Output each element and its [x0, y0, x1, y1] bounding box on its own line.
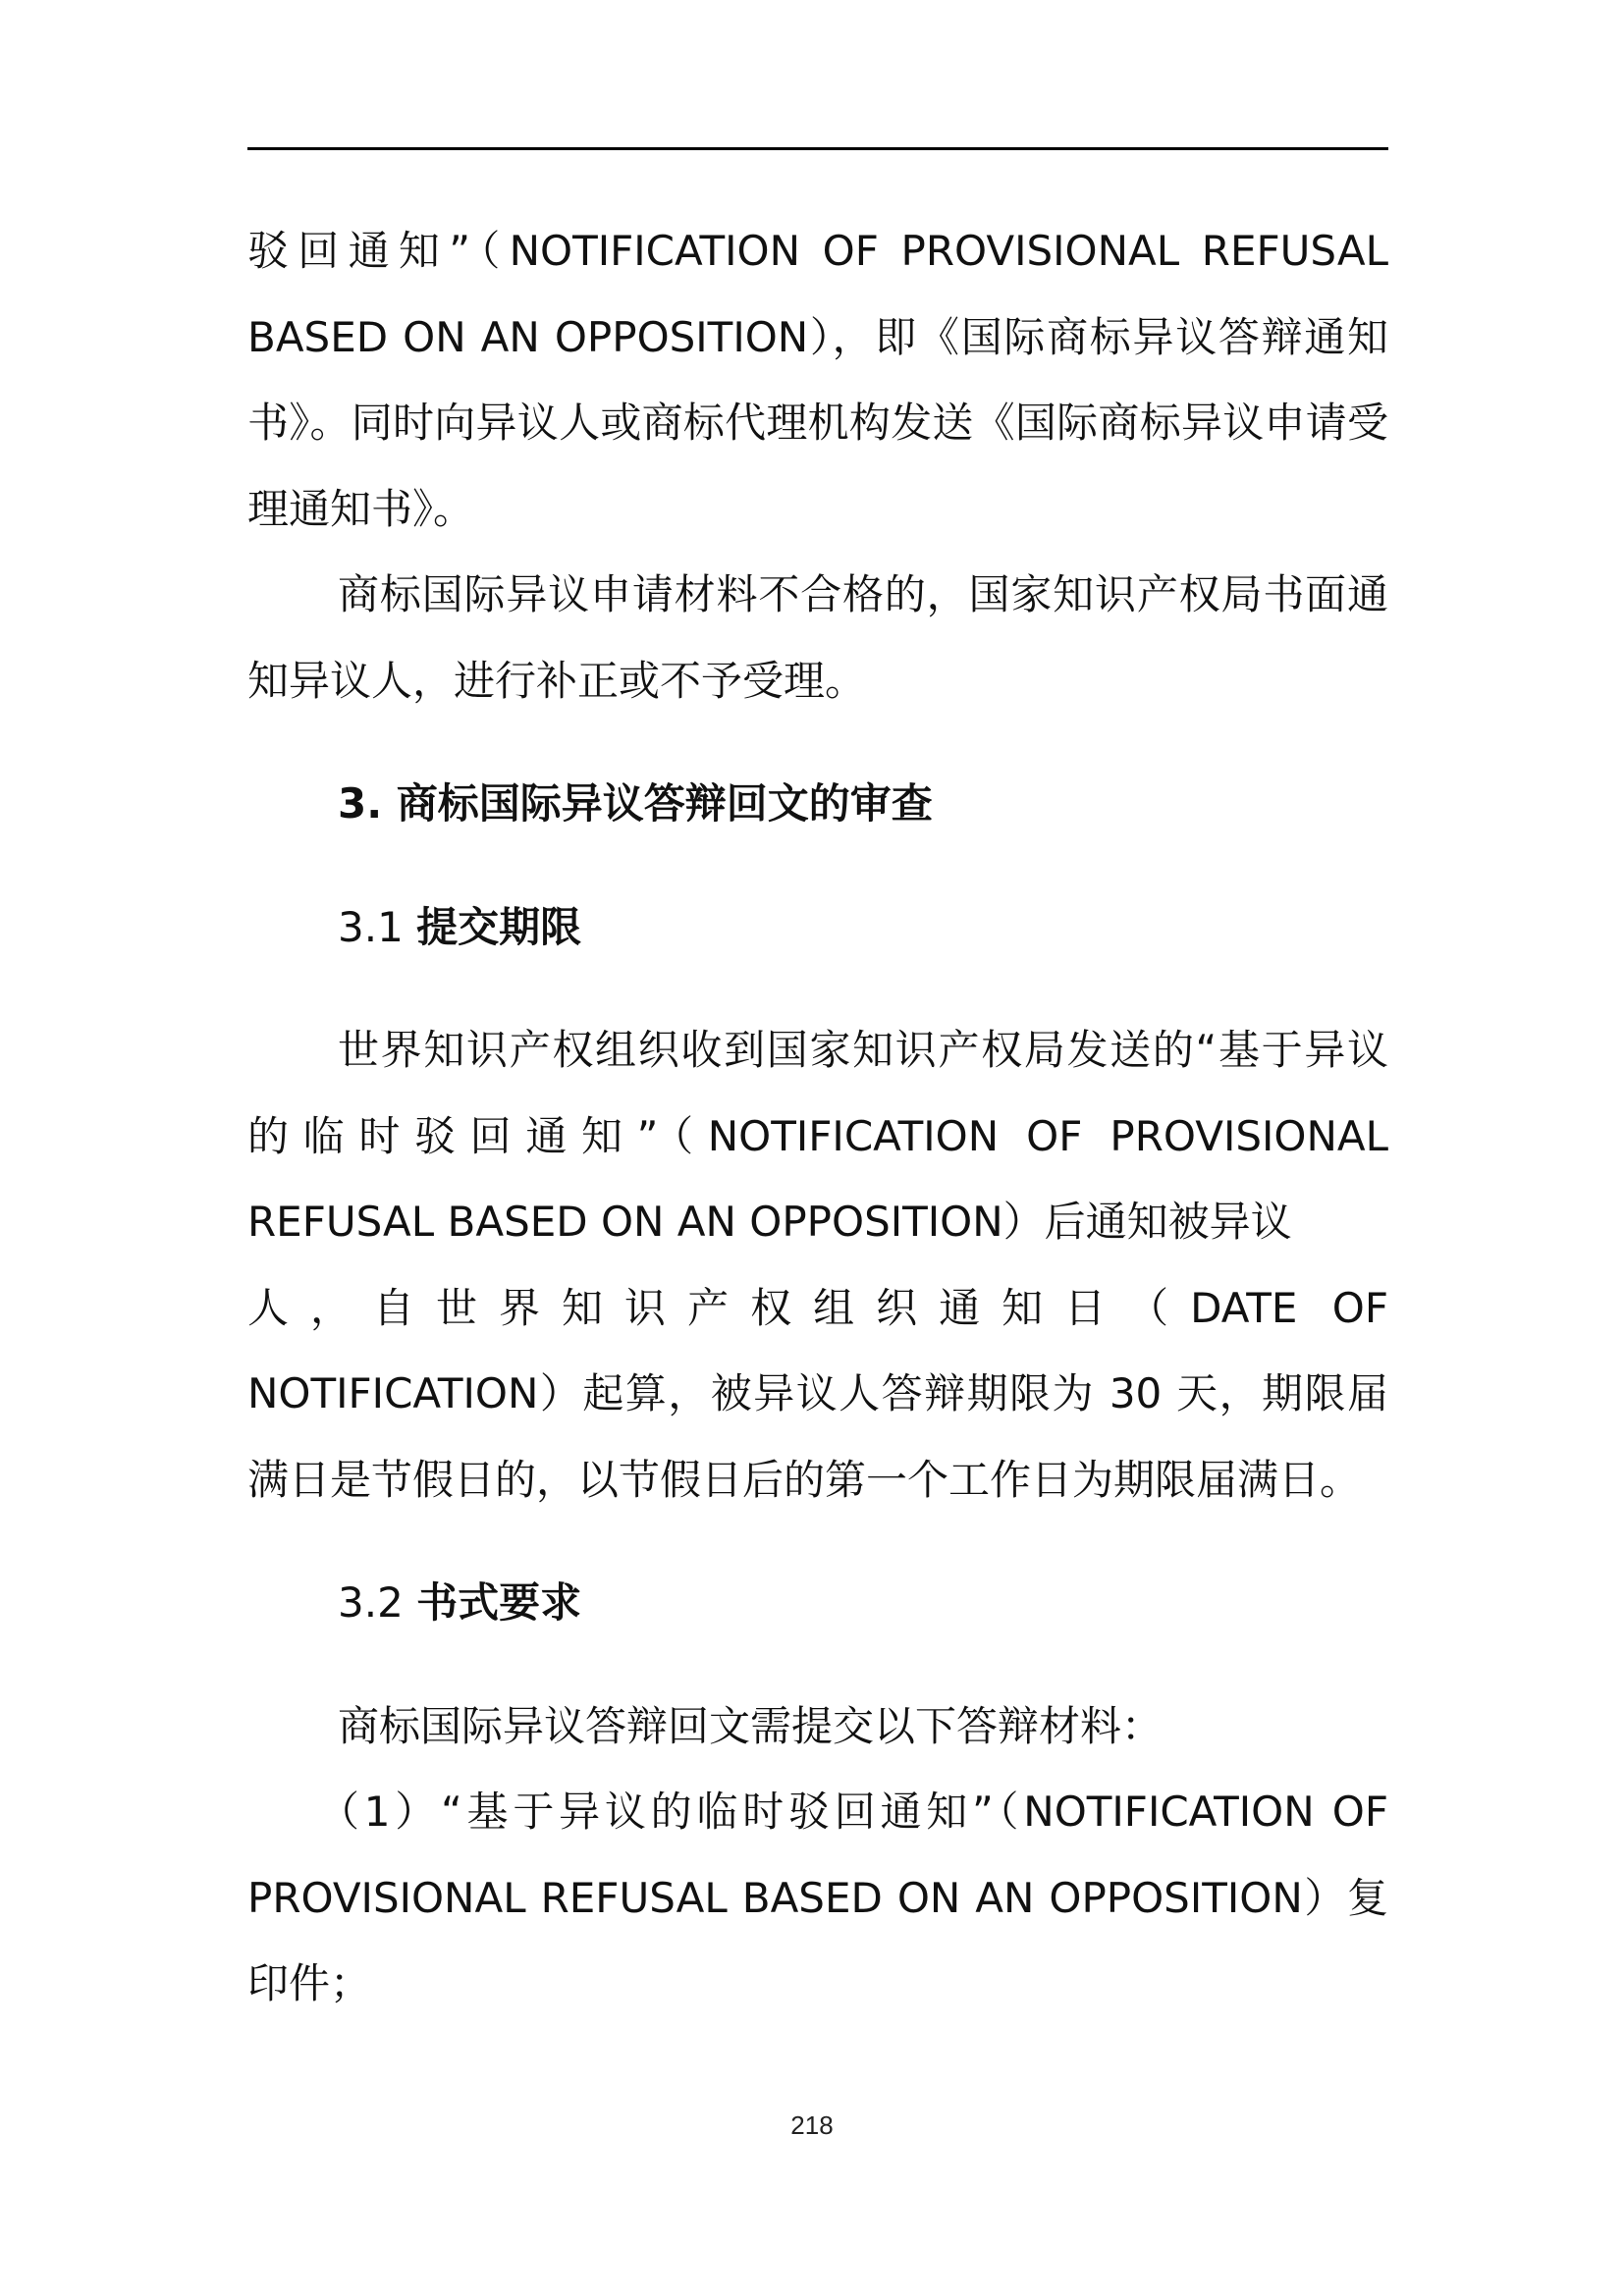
paragraph-deadline-part3: NOTIFICATION）起算，被异议人答辩期限为 30 天，期限届满日是节假日的，以节假日后的第一个工作日为期限届满日。: [247, 1369, 1388, 1504]
paragraph-materials-intro: 商标国际异议答辩回文需提交以下答辩材料：: [338, 1701, 1164, 1750]
page-number: 218: [790, 2110, 834, 2140]
subsection-title: 提交期限: [416, 902, 582, 951]
list-item-1: （1）“基于异议的临时驳回通知”（NOTIFICATION OF PROVISIONAL REFUSAL BASED ON AN OPPOSITION）复印件；: [247, 1788, 1388, 2007]
subsection-heading-3-1: [247, 884, 1388, 971]
paragraph-continuation: 驳回通知”（NOTIFICATION OF PROVISIONAL REFUSAL BASED ON AN OPPOSITION），即《国际商标异议答辩通知书》。同时向异议人或商标代理机构发送《国际商标异议申请受理通知书》。: [247, 227, 1388, 533]
page-body: [247, 208, 1388, 2027]
section-heading-3: 3. 商标国际异议答辩回文的审查: [338, 779, 933, 828]
paragraph-deadline-part1: 世界知识产权组织收到国家知识产权局发送的“基于异议的临时驳回通知”（NOTIFICATION OF PROVISIONAL REFUSAL BASED ON AN OPPOSITION）后通知被异议: [247, 1026, 1388, 1246]
subsection-heading-3-2: [247, 1560, 1388, 1646]
paragraph-deadline-part2: 人，自世界知识产权组织通知日（DATE OF: [247, 1283, 1388, 1332]
paragraph-invalid-materials: 商标国际异议申请材料不合格的，国家知识产权局书面通知异议人，进行补正或不予受理。: [247, 570, 1388, 705]
subsection-number: 3.1: [338, 902, 404, 951]
subsection-number: 3.2: [338, 1578, 404, 1627]
header-rule: [247, 147, 1388, 150]
subsection-title: 书式要求: [416, 1578, 582, 1627]
paragraph-deadline: [247, 1007, 1388, 1522]
